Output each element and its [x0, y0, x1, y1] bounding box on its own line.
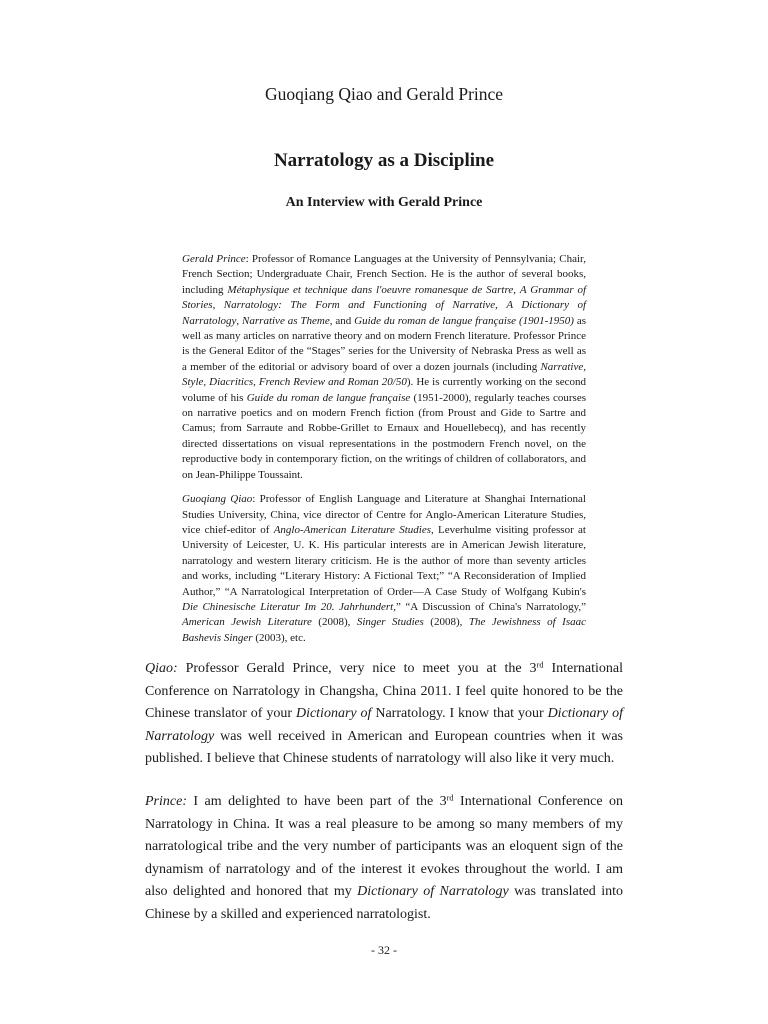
paragraph-text: Narratology. I know that your — [371, 706, 548, 722]
bio-prince — [182, 252, 586, 483]
bio-text: : Professor of Romance Languages at the University of Pennsylvania; Chair, French Section; Undergraduate Chair, French Section. He is the author of several books, including — [182, 253, 587, 296]
bio-text: , — [236, 314, 243, 327]
bio-text: (2008), — [311, 616, 357, 629]
bio-text: ,” “A Discussion of China's Narratology,” — [393, 600, 586, 613]
book-title: Narratology: The Form and Functioning of Narrative — [223, 299, 496, 312]
bio-name: Gerald Prince — [182, 253, 246, 265]
interview-body — [145, 658, 623, 927]
bio-qiao — [182, 492, 586, 646]
article-subtitle: An Interview with Gerald Prince — [285, 195, 483, 210]
book-title: The Jewishness of Isaac Bashevis Singer — [182, 616, 587, 644]
author-bios — [182, 252, 586, 646]
bio-text: : Professor of English Language and Literature at Shanghai International Studies University, China, vice director of Centre for Anglo-American Literature Studies, vice chief-editor of — [182, 493, 586, 536]
bio-text: (1951-2000), regularly teaches courses on narrative poetics and on modern French fiction (from Proust and Gide to Sartre and Camus; from Sarraute and Robbe-Grillet to Ernaux and Houellebecq), and has recently directed dissertations on visual representations in the postmodern French novel, on the reproductive body in contemporary fiction, on the writings of children of collaborators, and on Jean-Philippe Toussaint. — [182, 391, 586, 481]
article-title: Narratology as a Discipline — [273, 150, 495, 171]
ordinal-suffix: rd — [536, 660, 544, 670]
bio-text: , Leverhulme visiting professor at University of Leicester, U. K. His particular interests are in American Jewish literature, narratology and western literary criticism. He is the author of more than seventy articles and works, including “Literary History: A Fictional Text;” “A Reconsideration of Implied Author,” “A Narratological Interpretation of Order—A Case Study of Wolfgang Kubin's — [182, 523, 586, 598]
page-number: - 32 - — [371, 943, 397, 957]
bio-qiao-text — [182, 492, 586, 646]
book-title: Anglo-American Literature Studies — [273, 523, 431, 536]
book-title: A Grammar of Stories — [182, 283, 586, 312]
book-title: Guide du roman de langue française (1901-1950) — [354, 314, 574, 327]
paragraph-text: I am delighted to have been part of the 3 — [186, 793, 447, 809]
bio-text: , — [513, 283, 520, 296]
paragraph-text: International Conference on Narratology in China. It was a real pleasure to be among so many members of my narratological tribe and the very number of participants was an eloquent sign of the dynamism of narratology and of the interest it evokes throughout the world. I am also delighted and honored that my — [145, 793, 624, 900]
bio-name: Guoqiang Qiao — [182, 493, 253, 506]
book-title: Métaphysique et technique dans l'oeuvre romanesque de Sartre — [227, 283, 514, 296]
bio-text: as well as many articles on narrative theory and on modern French literature. Professor Prince is the General Editor of the “Stages” series for the University of Nebraska Press as well as a member of the editorial or advisory board of over a dozen journals (including — [182, 314, 586, 373]
speaker-label: Prince: — [145, 793, 187, 809]
question-paragraph — [145, 658, 623, 771]
book-title: Dictionary of — [295, 706, 372, 722]
book-title: Narrative as Theme — [242, 314, 330, 327]
bio-text: , — [495, 299, 507, 312]
book-title: American Jewish Literature — [182, 616, 312, 629]
running-header-authors: Guoqiang Qiao and Gerald Prince — [264, 84, 504, 104]
answer-paragraph — [145, 791, 623, 927]
bio-text: (2003), etc. — [252, 631, 306, 644]
speaker-label: Qiao: — [145, 661, 178, 676]
book-title: Die Chinesische Literatur Im 20. Jahrhundert — [182, 600, 394, 613]
ordinal-suffix: rd — [446, 793, 454, 803]
paragraph-text: International Conference on Narratology in Changsha, China 2011. I feel quite honored to be the Chinese translator of your — [145, 661, 623, 722]
book-title: A Dictionary of Narratology — [182, 299, 587, 327]
paragraph-text: Professor Gerald Prince, very nice to meet you at the 3 — [177, 661, 537, 676]
paragraph-text: was well received in American and European countries when it was published. I believe that Chinese students of narratology will also like it very much. — [145, 728, 623, 767]
paragraph-text: was translated into Chinese by a skilled and experienced narratologist. — [145, 884, 623, 922]
bio-text: ). He is currently working on the second volume of his — [182, 376, 586, 404]
bio-text: (2008), — [423, 616, 469, 629]
book-title: Dictionary of Narratology — [357, 884, 509, 900]
book-title: Singer Studies — [356, 616, 424, 629]
book-title: Guide du roman de langue française — [246, 391, 411, 404]
book-title: Dictionary of Narratology — [145, 706, 624, 744]
journal-list: Narrative, Style, Diacritics, French Review and Roman 20/50 — [182, 360, 586, 389]
bio-text: , and — [329, 314, 355, 327]
bio-text: , — [212, 299, 224, 312]
bio-prince-text — [182, 252, 586, 483]
